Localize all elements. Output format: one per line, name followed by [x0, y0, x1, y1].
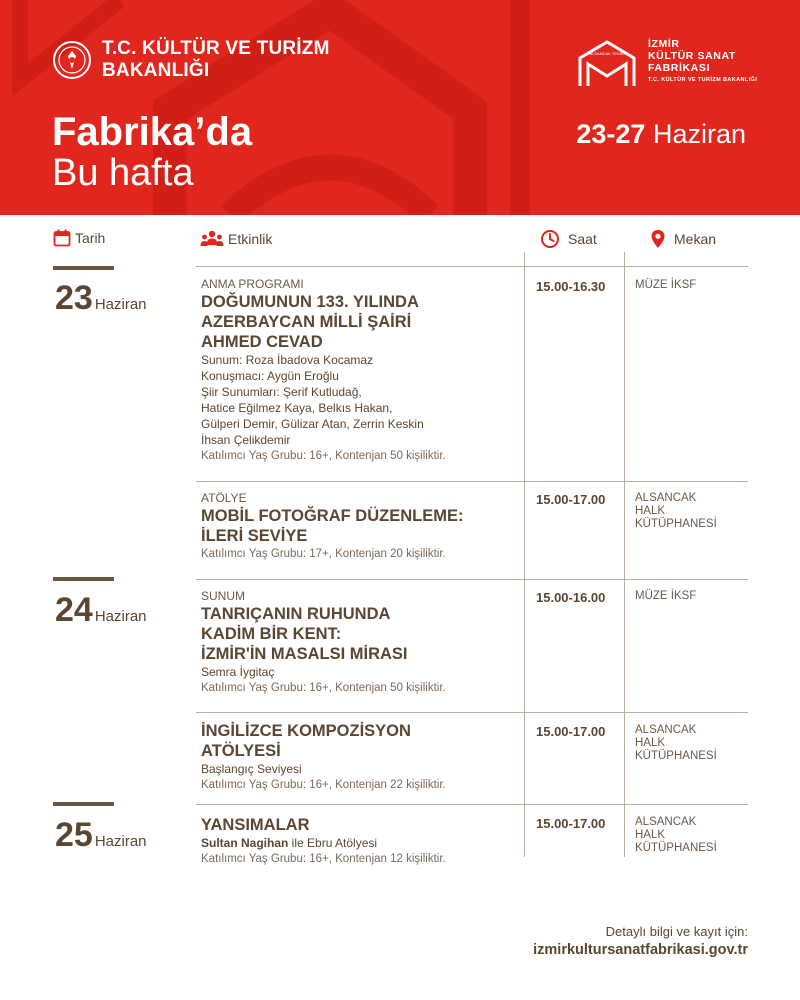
event-entry — [201, 721, 516, 793]
event-venue-line: ALSANCAK — [635, 816, 697, 828]
event-time: 15.00-17.00 — [536, 724, 606, 739]
event-participant-note: Katılımcı Yaş Grubu: 16+, Kontenjan 50 kişiliktir. — [201, 450, 446, 462]
day-month: Haziran — [94, 608, 147, 625]
event-venue-line: MÜZE İKSF — [635, 279, 697, 291]
column-header-date — [53, 229, 105, 247]
ministry-emblem-icon — [52, 40, 92, 80]
event-detail: Hatice Eğilmez Kaya, Belkıs Hakan, — [201, 401, 393, 415]
factory-logo — [576, 38, 757, 88]
factory-name-line4: T.C. KÜLTÜR VE TURİZM BAKANLIĞI — [648, 77, 758, 83]
event-detail: Gülperi Demir, Gülizar Atan, Zerrin Keskin — [201, 417, 424, 431]
event-venue-line: KÜTÜPHANESİ — [635, 750, 717, 762]
column-divider-time — [524, 252, 525, 857]
day-label — [55, 592, 147, 628]
factory-name — [648, 38, 757, 86]
people-icon — [200, 229, 224, 249]
event-title: İNGİLİZCE KOMPOZİSYON — [201, 722, 411, 740]
day-divider — [53, 266, 114, 270]
event-venue-line: MÜZE İKSF — [635, 590, 697, 602]
event-venue — [635, 492, 775, 531]
event-title: AZERBAYCAN MİLLİ ŞAİRİ — [201, 313, 412, 331]
column-header-venue-label: Mekan — [674, 231, 717, 247]
event-venue-line: KÜTÜPHANESİ — [635, 518, 717, 530]
factory-name-line1: İZMİR — [648, 38, 680, 50]
date-range — [576, 118, 746, 150]
ministry-logo — [52, 38, 330, 82]
event-entry — [201, 815, 516, 867]
event-title: AHMED CEVAD — [201, 333, 323, 351]
ministry-name-line1: T.C. KÜLTÜR VE TURİZM — [102, 38, 330, 59]
row-divider — [196, 804, 748, 805]
day-number: 23 — [55, 279, 93, 317]
event-title: YANSIMALAR — [201, 816, 310, 834]
event-time: 15.00-17.00 — [536, 492, 606, 507]
page-title: Fabrika’da — [52, 110, 253, 154]
event-title: ATÖLYESİ — [201, 742, 281, 760]
event-venue-line: HALK — [635, 505, 666, 517]
column-header-time — [540, 229, 597, 249]
event-venue-line: ALSANCAK — [635, 724, 697, 736]
page-subtitle: Bu hafta — [52, 152, 194, 194]
event-detail: Şiir Sunumları: Şerif Kutludağ, — [201, 385, 362, 399]
footer-website-link[interactable]: izmirkultursanatfabrikasi.gov.tr — [533, 942, 748, 958]
day-divider — [53, 802, 114, 806]
date-range-month: Haziran — [652, 119, 746, 149]
day-month: Haziran — [94, 833, 147, 850]
event-detail: Sunum: Roza İbadova Kocamaz — [201, 353, 374, 367]
event-participant-note: Katılımcı Yaş Grubu: 16+, Kontenjan 12 kişiliktir. — [201, 853, 446, 865]
event-detail-text: ile Ebru Atölyesi — [288, 836, 378, 850]
ministry-name-line2: BAKANLIĞI — [102, 60, 210, 81]
column-header-event-label: Etkinlik — [228, 231, 273, 247]
row-divider — [196, 579, 748, 580]
column-divider-venue — [624, 252, 625, 857]
event-title: İZMİR'İN MASALSI MİRASI — [201, 645, 408, 663]
event-venue-line: HALK — [635, 829, 666, 841]
event-category: ATÖLYE — [201, 491, 247, 505]
logo-tag: ALSANCAK TEKEL — [589, 51, 625, 56]
event-entry — [201, 589, 516, 696]
event-venue — [635, 724, 775, 763]
event-time: 15.00-17.00 — [536, 816, 606, 831]
event-participant-note: Katılımcı Yaş Grubu: 16+, Kontenjan 22 kişiliktir. — [201, 779, 446, 791]
clock-icon — [540, 229, 560, 249]
event-title: İLERİ SEVİYE — [201, 527, 308, 545]
event-title: TANRIÇANIN RUHUNDA — [201, 605, 391, 623]
calendar-icon — [53, 229, 71, 247]
event-venue-line: KÜTÜPHANESİ — [635, 842, 717, 854]
day-month: Haziran — [94, 296, 147, 313]
event-venue-line: HALK — [635, 737, 666, 749]
factory-name-line3: FABRİKASI — [648, 62, 710, 74]
event-time: 15.00-16.00 — [536, 590, 606, 605]
day-number: 24 — [55, 591, 93, 629]
event-title: DOĞUMUNUN 133. YILINDA — [201, 293, 419, 311]
event-venue-line: ALSANCAK — [635, 492, 697, 504]
factory-building-icon — [576, 38, 638, 88]
column-header-event — [200, 229, 272, 249]
event-category: ANMA PROGRAMI — [201, 277, 304, 291]
location-pin-icon — [650, 229, 666, 249]
event-entry — [201, 491, 516, 562]
column-header-venue — [650, 229, 716, 249]
row-divider — [196, 712, 748, 713]
event-detail: Konuşmacı: Aygün Eroğlu — [201, 369, 339, 383]
event-title: KADİM BİR KENT: — [201, 625, 342, 643]
column-header-time-label: Saat — [568, 231, 597, 247]
event-presenter: Sultan Nagihan — [201, 836, 289, 850]
header-banner — [0, 0, 800, 215]
event-entry — [201, 277, 516, 464]
ministry-name — [102, 38, 330, 82]
row-divider — [196, 481, 748, 482]
event-venue — [635, 279, 775, 292]
event-detail: Başlangıç Seviyesi — [201, 762, 302, 776]
day-divider — [53, 577, 114, 581]
header-divider — [196, 266, 748, 267]
day-label — [55, 817, 147, 853]
event-time: 15.00-16.30 — [536, 279, 606, 294]
event-category: SUNUM — [201, 589, 245, 603]
event-detail — [201, 835, 516, 851]
event-participant-note: Katılımcı Yaş Grubu: 17+, Kontenjan 20 kişiliktir. — [201, 548, 446, 560]
column-header-date-label: Tarih — [75, 230, 106, 246]
day-number: 25 — [55, 816, 93, 854]
event-detail: Semra İygitaç — [201, 665, 275, 679]
event-venue — [635, 816, 775, 855]
event-title: MOBİL FOTOĞRAF DÜZENLEME: — [201, 507, 464, 525]
date-range-days: 23-27 — [576, 119, 646, 149]
event-venue — [635, 590, 775, 603]
event-participant-note: Katılımcı Yaş Grubu: 16+, Kontenjan 50 kişiliktir. — [201, 682, 446, 694]
factory-name-line2: KÜLTÜR SANAT — [648, 50, 736, 62]
footer-info: Detaylı bilgi ve kayıt için: — [605, 924, 748, 939]
day-label — [55, 280, 147, 316]
event-detail: İhsan Çelikdemir — [201, 433, 291, 447]
